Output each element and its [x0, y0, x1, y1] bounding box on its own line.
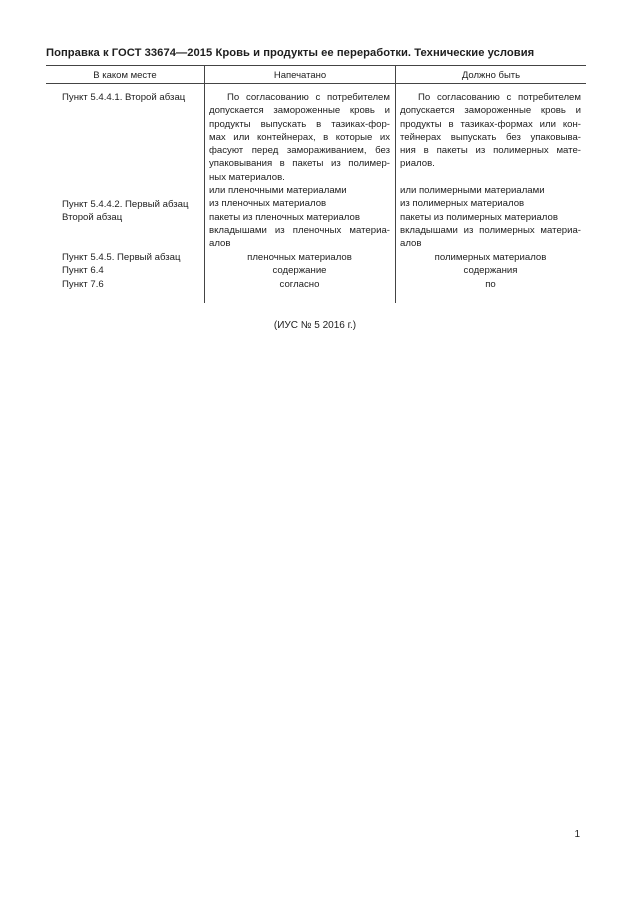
row3-where	[62, 251, 202, 291]
row1-printed-line: допускается замороженные кровь и	[209, 105, 390, 117]
row3-printed-line: содержание	[272, 265, 327, 277]
table-top-border	[46, 65, 586, 66]
row3-printed-line: согласно	[279, 278, 320, 290]
row1-printed-line: продукты выпускать в тазиках-фор-	[209, 118, 390, 130]
page-number: 1	[574, 829, 580, 840]
row1-printed-line: фасуют перед замораживанием, без	[209, 145, 390, 157]
row1-should-be-line: По согласованию с потребителем	[418, 92, 581, 103]
row2-printed-line: вкладышами из пленочных материа-	[209, 224, 390, 236]
column-divider-2	[395, 65, 396, 303]
footnote-ius: (ИУС № 5 2016 г.)	[273, 320, 357, 331]
row2-where-text: Второй абзац	[62, 212, 123, 224]
row2-where-text: Пункт 5.4.4.2. Первый абзац	[62, 199, 189, 210]
row3-should-be-line: по	[485, 278, 496, 290]
row2-should-be-line: из полимерных материалов	[400, 198, 525, 210]
row1-printed	[209, 91, 390, 184]
document-title: Поправка к ГОСТ 33674—2015 Кровь и продукты ее переработки. Технические условия	[46, 47, 535, 59]
row1-where	[62, 91, 202, 104]
row1-should-be-line: допускается замороженные кровь и	[400, 105, 581, 117]
row2-printed-line: из пленочных материалов	[209, 198, 327, 210]
row1-should-be-line: риалов.	[400, 158, 435, 170]
row2-should-be-line: или полимерными материалами	[400, 185, 545, 196]
row3-where-text: Пункт 6.4	[62, 265, 104, 277]
row3-where-text: Пункт 7.6	[62, 278, 104, 290]
header-where: В каком месте	[93, 70, 157, 81]
row2-should-be-line: алов	[400, 238, 422, 250]
row2-printed	[209, 184, 390, 250]
row1-where-text: Пункт 5.4.4.1. Второй абзац	[62, 92, 186, 103]
header-printed: Напечатано	[273, 70, 327, 81]
row1-printed-line: ных материалов.	[209, 171, 285, 183]
table-header-border	[46, 83, 586, 84]
row2-printed-line: или пленочными материалами	[209, 185, 347, 196]
column-divider-1	[204, 65, 205, 303]
row1-printed-line: мах или контейнерах, в которые их	[209, 131, 390, 143]
row1-printed-line: По согласованию с потребителем	[227, 92, 390, 103]
row2-where	[62, 198, 202, 225]
row2-printed-line: алов	[209, 238, 231, 250]
row3-printed-line: пленочных материалов	[247, 252, 352, 263]
row3-should-be-line: содержания	[463, 265, 518, 277]
row1-should-be	[400, 91, 581, 171]
row1-printed-line: упаковывания в пакеты из полимер-	[209, 158, 390, 170]
row2-should-be	[400, 184, 581, 250]
row1-should-be-line: продукты в тазиках-формах или кон-	[400, 118, 581, 130]
row2-printed-line: пакеты из пленочных материалов	[209, 211, 360, 223]
row3-printed	[209, 251, 390, 291]
row3-should-be-line: полимерных материалов	[434, 252, 547, 263]
row3-should-be	[400, 251, 581, 291]
row2-should-be-line: пакеты из полимерных материалов	[400, 211, 558, 223]
row2-should-be-line: вкладышами из полимерных материа-	[400, 224, 581, 236]
row3-where-text: Пункт 5.4.5. Первый абзац	[62, 252, 181, 263]
row1-should-be-line: ния в пакеты из полимерных мате-	[400, 145, 581, 157]
header-should-be: Должно быть	[461, 70, 521, 81]
row1-should-be-line: тейнерах выпускать без упаковыва-	[400, 131, 581, 143]
